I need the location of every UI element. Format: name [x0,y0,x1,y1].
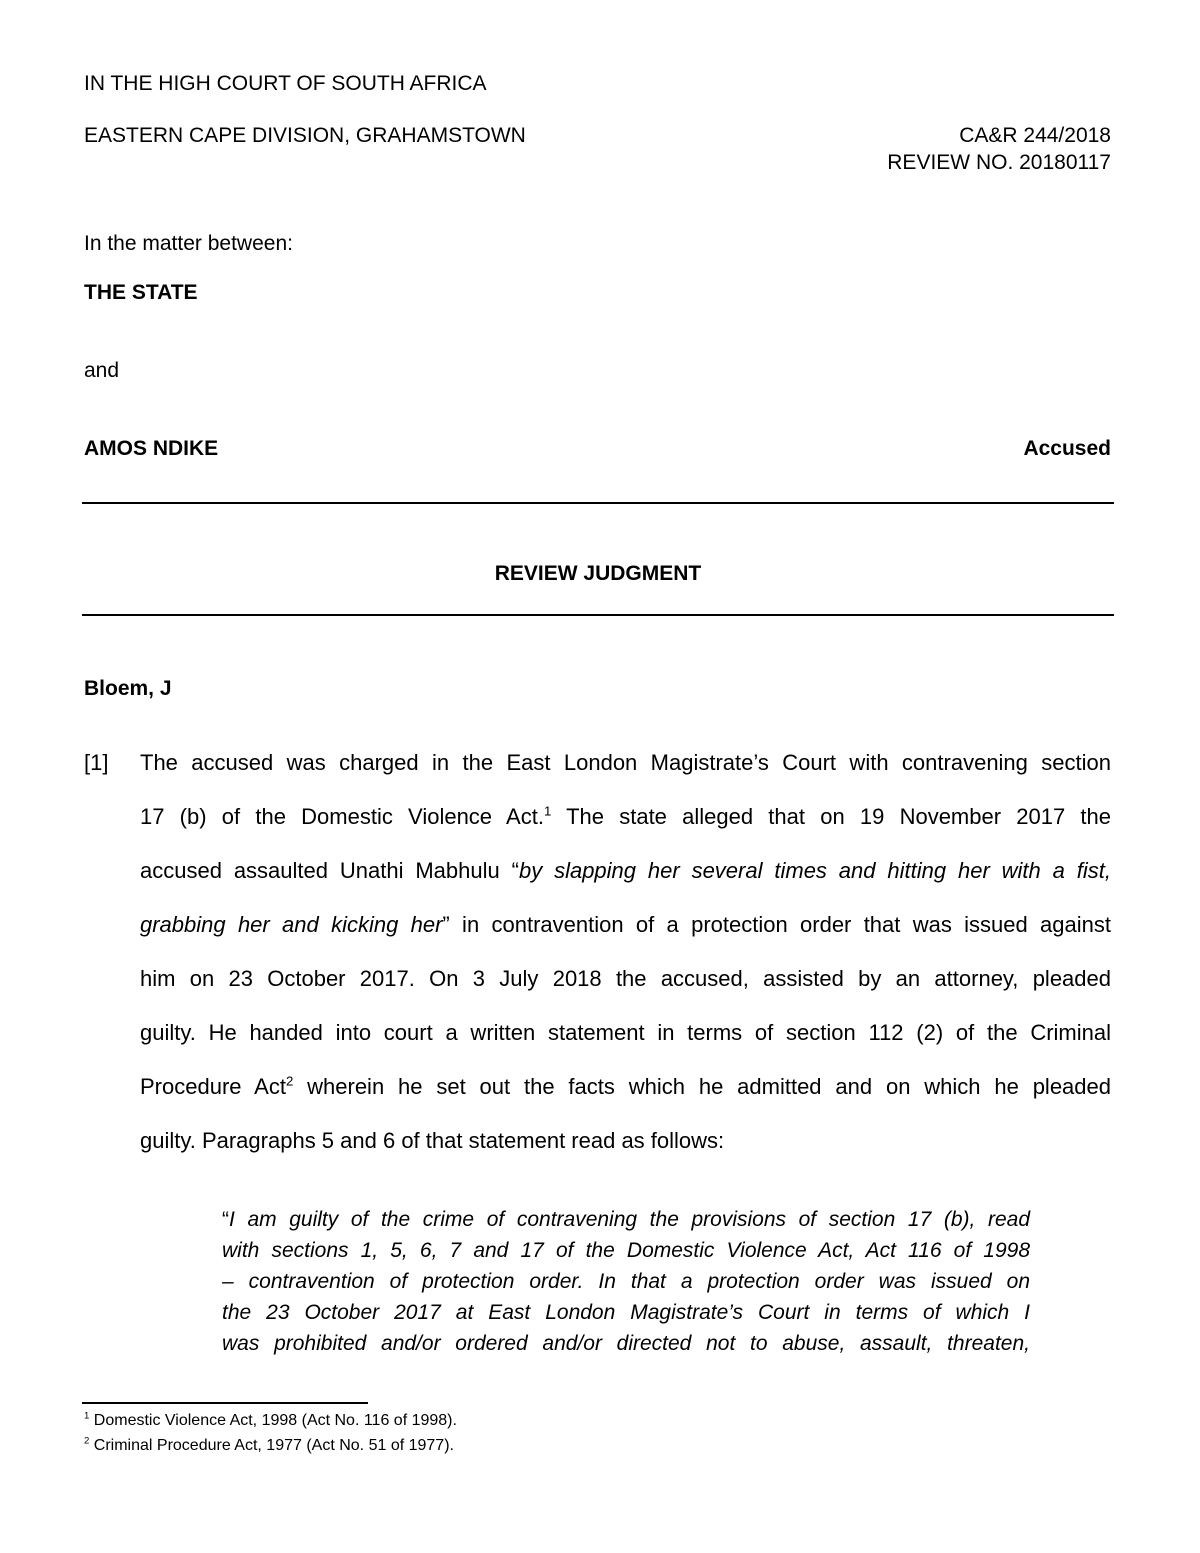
court-name: IN THE HIGH COURT OF SOUTH AFRICA [84,72,487,95]
party-accused-role: Accused [1023,437,1111,460]
case-number: CA&R 244/2018 [959,124,1111,147]
paragraph-number: [1] [84,750,109,775]
footnote-text: Criminal Procedure Act, 1977 (Act No. 51 of 1977). [89,1437,454,1454]
judge-name: Bloem, J [84,677,172,700]
party-state: THE STATE [84,281,198,304]
paragraph-line [140,804,1111,830]
paragraph-text: wherein he set out the facts which he admitted and on which he pleaded [293,1074,1111,1099]
footnote-mark: 1 [84,1410,90,1422]
footnote-2 [84,1436,454,1456]
footnote-1 [84,1411,457,1431]
paragraph-line [140,858,1111,884]
quotation-line: – contravention of protection order. In that a protection order was issued on [222,1270,1030,1293]
quotation-text: I am guilty of the crime of contravening the provisions of section 17 (b), read [229,1208,1030,1231]
judgment-title: REVIEW JUDGMENT [494,562,702,585]
review-number: REVIEW NO. 20180117 [887,151,1111,174]
court-division: EASTERN CAPE DIVISION, GRAHAMSTOWN [84,124,526,147]
paragraph-quote-text: grabbing her and kicking her [140,912,443,937]
paragraph-line [140,1074,1111,1100]
divider-top [82,502,1114,504]
quotation-line: was prohibited and/or ordered and/or directed not to abuse, assault, threaten, [222,1332,1030,1355]
quotation-line: the 23 October 2017 at East London Magistrate’s Court in terms of which I [222,1301,1030,1324]
paragraph-line: The accused was charged in the East London Magistrate’s Court with contravening section [140,750,1111,775]
party-and: and [84,359,120,382]
paragraph-line [140,912,1111,938]
paragraph-text: ” in contravention of a protection order that was issued against [442,912,1111,937]
divider-bottom [82,614,1114,616]
paragraph-text: 17 (b) of the Domestic Violence Act. [140,804,544,829]
party-accused-name: AMOS NDIKE [84,437,219,460]
paragraph-line: him on 23 October 2017. On 3 July 2018 the accused, assisted by an attorney, pleaded [140,966,1111,991]
quotation-line [222,1207,1030,1233]
footnote-text: Domestic Violence Act, 1998 (Act No. 116 of 1998). [89,1412,457,1429]
footnote-ref-1[interactable]: 1 [543,803,552,819]
footnote-ref-2[interactable]: 2 [285,1073,294,1089]
footnote-separator [82,1402,368,1404]
footnote-mark: 2 [84,1435,90,1447]
quotation-open-mark: “ [222,1208,229,1231]
quotation-line: with sections 1, 5, 6, 7 and 17 of the Domestic Violence Act, Act 116 of 1998 [222,1239,1030,1262]
paragraph-text: accused assaulted Unathi Mabhulu “ [140,858,519,883]
paragraph-line: guilty. He handed into court a written statement in terms of section 112 (2) of the Criminal [140,1020,1111,1045]
paragraph-line: guilty. Paragraphs 5 and 6 of that statement read as follows: [140,1128,725,1153]
paragraph-text: Procedure Act [140,1074,286,1099]
paragraph-text: The state alleged that on 19 November 2017 the [551,804,1112,829]
paragraph-quote-text: by slapping her several times and hitting her with a fist, [518,858,1111,883]
matter-intro: In the matter between: [84,232,293,255]
